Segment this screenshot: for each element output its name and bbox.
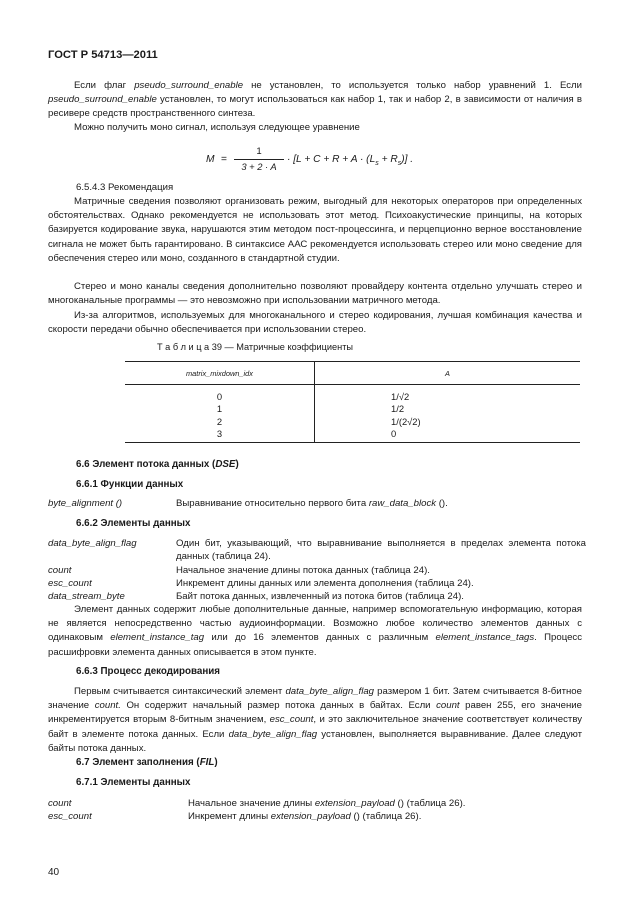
table-cell: 1/√2 [391, 391, 410, 402]
definition-desc: Инкремент длины extension_payload () (таблица 26). [188, 811, 422, 822]
paragraph-mono-intro: Можно получить моно сигнал, используя следующее уравнение [74, 122, 360, 133]
paragraph-pseudo-surround: Если флаг pseudo_surround_enable не установлен, то используется только набор уравнений 1. Если pseudo_surround_enable установлен, то могут использоваться как набор 1, так и набор 2, в зависимости от наличия в ресивере средств пространственного синтеза. [48, 80, 582, 120]
table-a-column [315, 385, 581, 443]
table-idx-column [125, 385, 315, 443]
table-caption: Т а б л и ц а 39 — Матричные коэффициенты [157, 342, 354, 352]
definition-data-stream-byte [48, 590, 588, 604]
definition-desc: Инкремент длины данных или элемента дополнения (таблица 24). [176, 578, 474, 589]
definition-term: count [48, 798, 72, 809]
definition-count [48, 564, 588, 578]
paragraph-decoding: Первым считывается синтаксический элемент data_byte_align_flag размером 1 бит. Затем считывается 8-битное значение count. Он содержит начальный размер потока данных в байтах. Если count равен 255, его значение инкрементируется вторым 8-битным значением, esc_count, и это заключительное значение соответствует количеству байт в элементе потока данных. Если data_byte_align_flag установлен, выполняется выравнивание. Далее следуют байты потока данных. [48, 686, 582, 754]
paragraph-algorithms: Из-за алгоритмов, используемых для многоканального и стерео кодирования, лучшая комбинация качества и скорости передачи обычно обеспечивается при использовании стерео. [48, 310, 582, 336]
table-cell: 3 [216, 428, 223, 440]
definition-fil-count [48, 797, 588, 811]
paragraph-data-element: Элемент данных содержит любые дополнительные данные, например вспомогательную информацию, которая не является непосредственно частью аудиоинформации. Возможно любое количество элементов данных с одинаковым element_instance_tag или до 16 элементов данных с различным element_instance_tags. Процесс расшифровки элемента данных описывается в этом пункте. [48, 604, 583, 658]
page-number: 40 [48, 867, 60, 878]
table-cell: 0 [391, 428, 397, 440]
table-cell: 0 [216, 391, 223, 402]
definition-term: data_stream_byte [48, 591, 125, 602]
definition-desc: Выравнивание относительно первого бита raw_data_block (). [176, 498, 448, 509]
section-6-6: 6.6 Элемент потока данных (DSE) [76, 459, 239, 470]
table-header-idx: matrix_mixdown_idx [125, 362, 315, 385]
matrix-coefficients-table [125, 361, 580, 443]
paragraph-stereo-mono: Стерео и моно каналы сведения дополнительно позволяют провайдеру контента отдельно улучшать стерео и многоканальные программы — это невозможно при использовании матричного метода. [48, 281, 582, 307]
definition-desc: Начальное значение длины потока данных (таблица 24). [176, 565, 430, 576]
section-6-6-3: 6.6.3 Процесс декодирования [76, 666, 220, 677]
definition-data-byte-align-flag [48, 537, 588, 565]
mono-formula: M = 1 3 + 2 · A · $[L + C + R + A \cdot (L_s + R_s)]$ . [206, 146, 414, 172]
section-6-6-2: 6.6.2 Элементы данных [76, 518, 191, 529]
paragraph-matrix-info: Матричные сведения позволяют организовать режим, выгодный для некоторых операторов при определенных обстоятельствах. Однако рекомендуется не использовать этот метод. Психоакустические принципы, на которых базируется кодирование звука, нарушаются этим методом пост-процессинга, и перцепционно верное восстановление сигнала не может быть гарантировано. В синтаксисе ААС рекомендуется использовать стерео или моно сведение для обеспечения стерео или моно, созданного в стандартной студии. [48, 196, 582, 264]
table-cell: 2 [216, 415, 223, 427]
definition-desc: Начальное значение длины extension_payload () (таблица 26). [188, 798, 466, 809]
section-6-7-1: 6.7.1 Элементы данных [76, 777, 191, 788]
definition-fil-esc-count [48, 810, 588, 824]
definition-term: count [48, 565, 72, 576]
table-cell: 1/(2√2) [391, 415, 421, 427]
definition-byte-alignment [48, 497, 588, 511]
definition-desc: Один бит, указывающий, что выравнивание выполняется в пределах элемента потока данных (таблица 24). [176, 538, 586, 563]
section-6-7: 6.7 Элемент заполнения (FIL) [76, 757, 218, 768]
section-6-6-1: 6.6.1 Функции данных [76, 479, 184, 490]
definition-term: byte_alignment () [48, 498, 123, 509]
definition-term: esc_count [48, 811, 92, 822]
standard-header: ГОСТ Р 54713—2011 [48, 49, 158, 61]
table-cell: 1/2 [391, 403, 405, 415]
definition-term: data_byte_align_flag [48, 538, 137, 549]
definition-esc-count [48, 577, 588, 591]
section-6-5-4-3: 6.5.4.3 Рекомендация [76, 182, 174, 193]
definition-desc: Байт потока данных, извлеченный из потока битов (таблица 24). [176, 591, 464, 602]
fraction-bar [234, 159, 284, 160]
definition-term: esc_count [48, 578, 92, 589]
table-header-a: A [315, 362, 581, 385]
table-cell: 1 [216, 403, 223, 415]
